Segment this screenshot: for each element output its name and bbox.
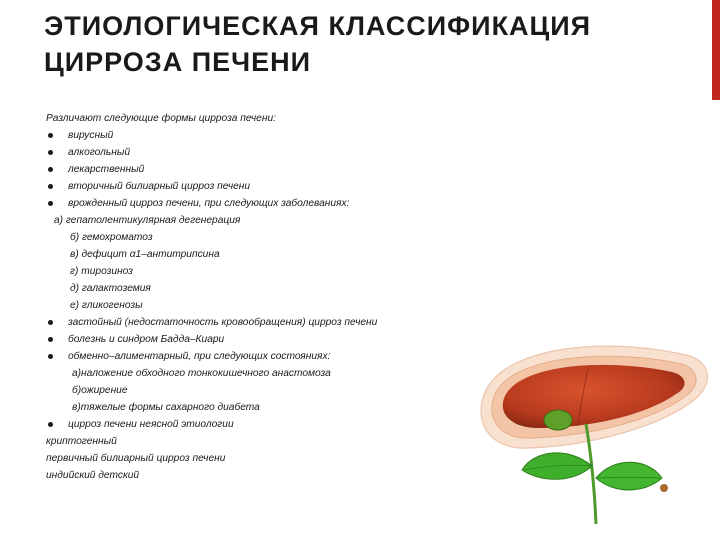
tail-item: индийский детский [46,470,140,481]
tail-item: криптогенный [46,436,117,447]
list-item-label: болезнь и синдром Бадда–Киари [68,334,225,345]
list-item [46,314,516,331]
list-item [46,348,516,365]
slide-title [44,8,684,80]
list-item-label: лекарственный [68,164,145,175]
sub-item: а)наложение обходного тонкокишечного анастомоза [72,368,331,379]
bullet-icon [48,201,53,206]
list-item-label: алкогольный [68,147,130,158]
list-item [46,416,516,433]
classification-list [46,110,516,484]
list-item-label: вирусный [68,130,114,141]
list-item-label: обменно–алиментарный, при следующих состояниях: [68,351,331,362]
list-item [46,127,516,144]
sub-item: в)тяжелые формы сахарного диабета [72,402,260,413]
tail-item: первичный билиарный цирроз печени [46,453,226,464]
plant-bud [660,484,668,492]
title-line-1: ЭТИОЛОГИЧЕСКАЯ КЛАССИФИКАЦИЯ [44,11,592,41]
liver-with-leaves-icon [468,328,718,528]
bullet-icon [48,184,53,189]
list-item-label: застойный (недостаточность кровообращения) цирроз печени [68,317,378,328]
list-item-label: врожденный цирроз печени, при следующих заболеваниях: [68,198,350,209]
sub-item: в) дефицит α1–антитрипсина [70,249,220,260]
list-item-label: вторичный билиарный цирроз печени [68,181,251,192]
intro-text: Различают следующие формы цирроза печени: [46,113,276,124]
gallbladder [544,410,572,430]
bullet-icon [48,354,53,359]
sub-item: е) гликогенозы [70,300,143,311]
bullet-icon [48,167,53,172]
title-line-2: ЦИРРОЗА ПЕЧЕНИ [44,47,312,77]
list-item [46,161,516,178]
list-item [46,195,516,212]
list-item [46,144,516,161]
sub-item: б)ожирение [72,385,128,396]
list-item [46,331,516,348]
bullet-icon [48,133,53,138]
bullet-icon [48,150,53,155]
bullet-icon [48,337,53,342]
list-item-label: цирроз печени неясной этиологии [68,419,234,430]
list-item [46,178,516,195]
sub-item: г) тирозиноз [70,266,133,277]
bullet-icon [48,422,53,427]
sub-item: д) галактоземия [70,283,151,294]
leaf-right [596,462,662,490]
sub-item: б) гемохроматоз [70,232,153,243]
accent-bar [712,0,720,100]
bullet-icon [48,320,53,325]
sub-item: а) гепатолентикулярная дегенерация [54,215,241,226]
